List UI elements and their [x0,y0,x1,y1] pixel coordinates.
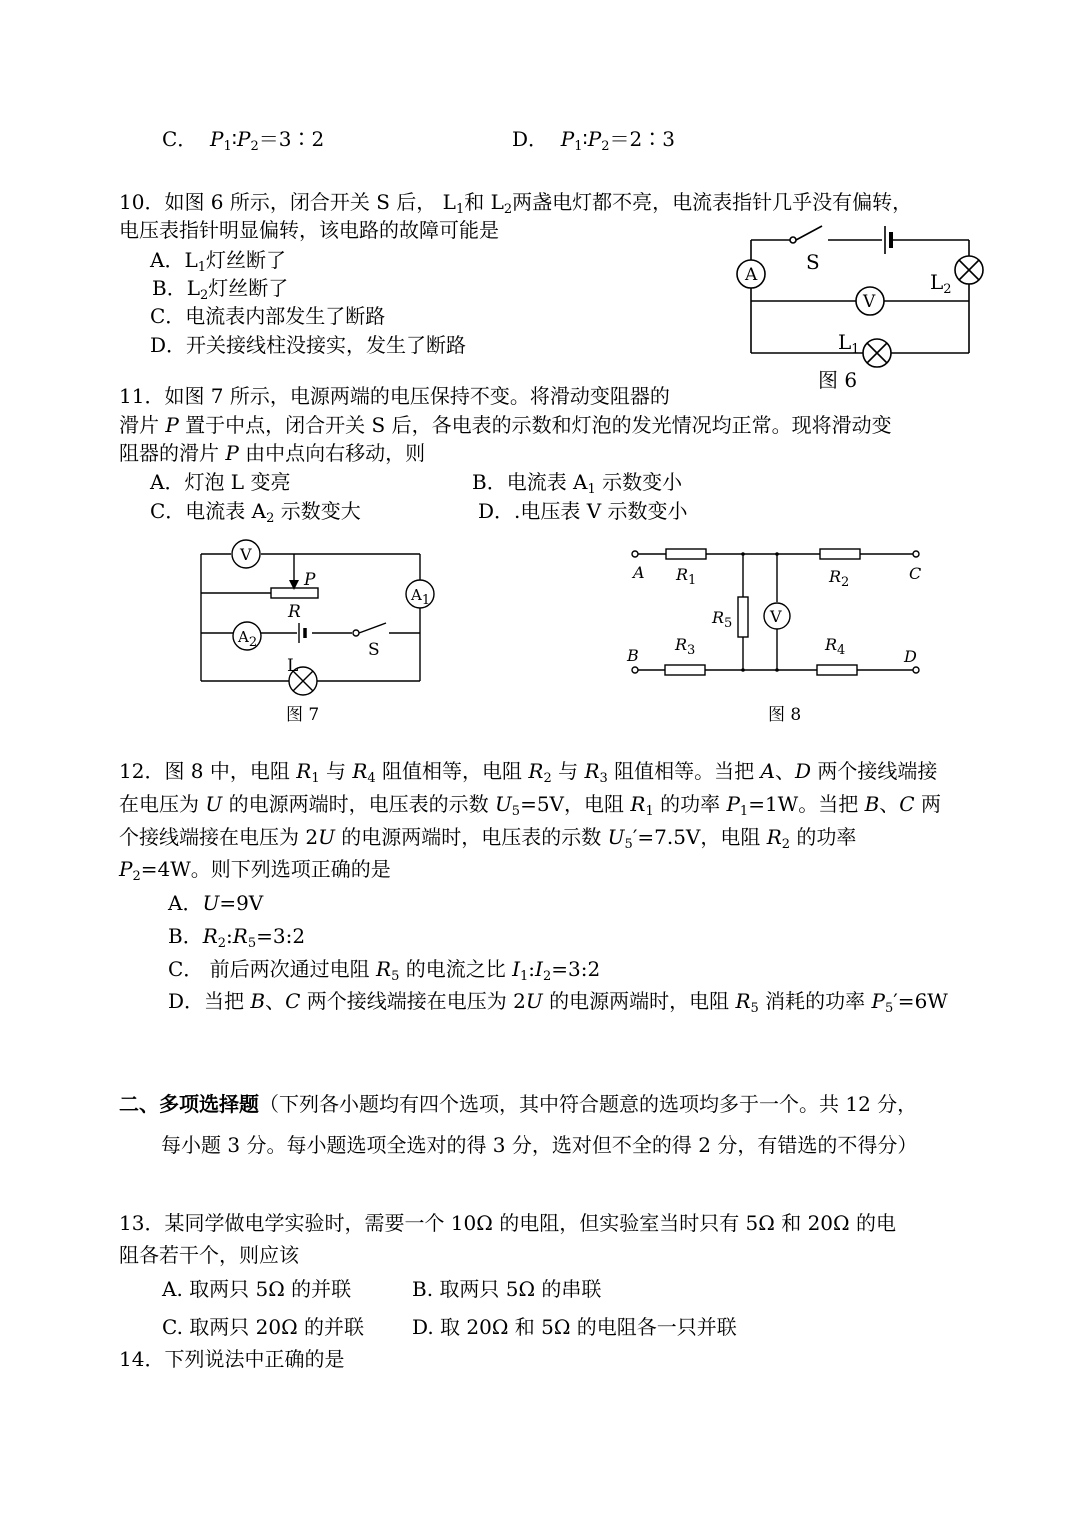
section2-line2: 每小题 3 分。每小题选项全选对的得 3 分，选对但不全的得 2 分，有错选的不得分） [161,1133,918,1157]
q10-option-a: A．$L_1$灯丝断了 [150,248,287,275]
fig7-switch-label: S [368,640,380,660]
fig8-terminal-d: D [904,647,917,666]
q13-option-b: B. 取两只 5Ω 的串联 [412,1277,602,1301]
section2-title: 二、多项选择题 [119,1092,259,1116]
fig6-caption: 图 6 [818,368,858,392]
fig7-voltmeter-label: V [240,545,252,564]
q9-option-c: C． $P_1∶P_2=3∶2$ [162,127,325,154]
fig8-voltmeter-label: V [770,607,782,626]
q11-line3: 阻器的滑片 P 由中点向右移动，则 [119,441,426,465]
q10-option-b: B．$L_2$灯丝断了 [152,276,289,303]
fig6-lamp-l2-label: $L_2$ [930,270,952,297]
fig7-lamp-label: L [287,656,299,676]
q14-line1: 14．下列说法中正确的是 [119,1347,345,1371]
q12-option-b: B．$R_2:R_5=3:2$ [168,924,306,951]
fig7-rheostat-r-label: R [288,602,301,622]
fig8-caption: 图 8 [768,705,802,725]
fig8-terminal-c: C [909,564,922,583]
q12-line4: $P_2=4W$。则下列选项正确的是 [119,857,391,884]
q13-option-a: A. 取两只 5Ω 的并联 [162,1277,352,1301]
q13-option-d: D. 取 20Ω 和 5Ω 的电阻各一只并联 [412,1315,737,1339]
q12-option-c: C． 前后两次通过电阻 $R_5$ 的电流之比 $I_1:I_2=3:2$ [168,957,601,984]
fig8-r4-label: $R_4$ [825,635,846,658]
fig8-r1-label: $R_1$ [676,565,697,588]
q12-option-d: D．当把 B、C 两个接线端接在电压为 2U 的电源两端时，电阻 $R_5$ 消耗的功率 $P_5'=6W$ [168,989,948,1016]
fig7-ammeter-a2-label: $A_2$ [238,628,258,650]
q13-line1: 13．某同学做电学实验时，需要一个 10Ω 的电阻，但实验室当时只有 5Ω 和 20Ω 的电 [119,1211,896,1235]
q11-line2: 滑片 P 置于中点，闭合开关 S 后，各电表的示数和灯泡的发光情况均正常。现将滑动变 [119,413,892,437]
q10-line2: 电压表指针明显偏转，该电路的故障可能是 [119,218,499,242]
q11-option-a: A．灯泡 L 变亮 [150,470,291,494]
fig8-r3-label: $R_3$ [675,635,696,658]
q9-option-d: D． $P_1∶P_2=2∶3$ [512,127,675,154]
q11-option-c: C．电流表 $A_2$ 示数变大 [150,499,361,526]
fig6-switch-label: S [806,250,820,274]
fig8-r2-label: $R_2$ [829,567,850,590]
q11-line1: 11．如图 7 所示，电源两端的电压保持不变。将滑动变阻器的 [119,384,670,408]
q13-option-c: C. 取两只 20Ω 的并联 [162,1315,365,1339]
fig8-terminal-a: A [633,563,645,582]
fig7-ammeter-a1-label: $A_1$ [411,586,431,608]
fig7-slider-p-label: P [304,570,316,590]
q11-option-b: B．电流表 $A_1$ 示数变小 [472,470,683,497]
q10-line1: 10．如图 6 所示，闭合开关 S 后， $L_1$和 $L_2$两盏电灯都不亮，电流表指针几乎没有偏转， [119,190,913,217]
q12-option-a: A．U=9V [168,891,264,915]
fig8-r5-label: $R_5$ [712,608,733,631]
q12-line3: 个接线端接在电压为 2U 的电源两端时，电压表的示数 $U_5'=7.5V$，电阻 $R_2$ 的功率 [119,825,857,852]
section2-line1: 二、多项选择题（下列各小题均有四个选项，其中符合题意的选项均多于一个。共 12 分， [119,1092,918,1116]
fig8-terminal-b: B [627,646,639,665]
fig6-voltmeter-label: V [863,292,876,312]
q13-line2: 阻各若干个，则应该 [119,1243,299,1267]
q10-option-d: D．开关接线柱没接实，发生了断路 [150,333,467,357]
fig6-ammeter-label: A [745,265,758,285]
q10-option-c: C．电流表内部发生了断路 [150,304,386,328]
fig7-caption: 图 7 [286,705,320,725]
q12-line1: 12．图 8 中，电阻 $R_1$ 与 $R_4$ 阻值相等，电阻 $R_2$ 与 $R_3$ 阻值相等。当把 A、D 两个接线端接 [119,759,938,786]
q12-line2: 在电压为 U 的电源两端时，电压表的示数 $U_5=5V$，电阻 $R_1$ 的功率 $P_1=1W$。当把 B、C 两 [119,792,941,819]
q11-option-d: D．.电压表 V 示数变小 [478,499,688,523]
fig6-lamp-l1-label: $L_1$ [838,330,860,357]
